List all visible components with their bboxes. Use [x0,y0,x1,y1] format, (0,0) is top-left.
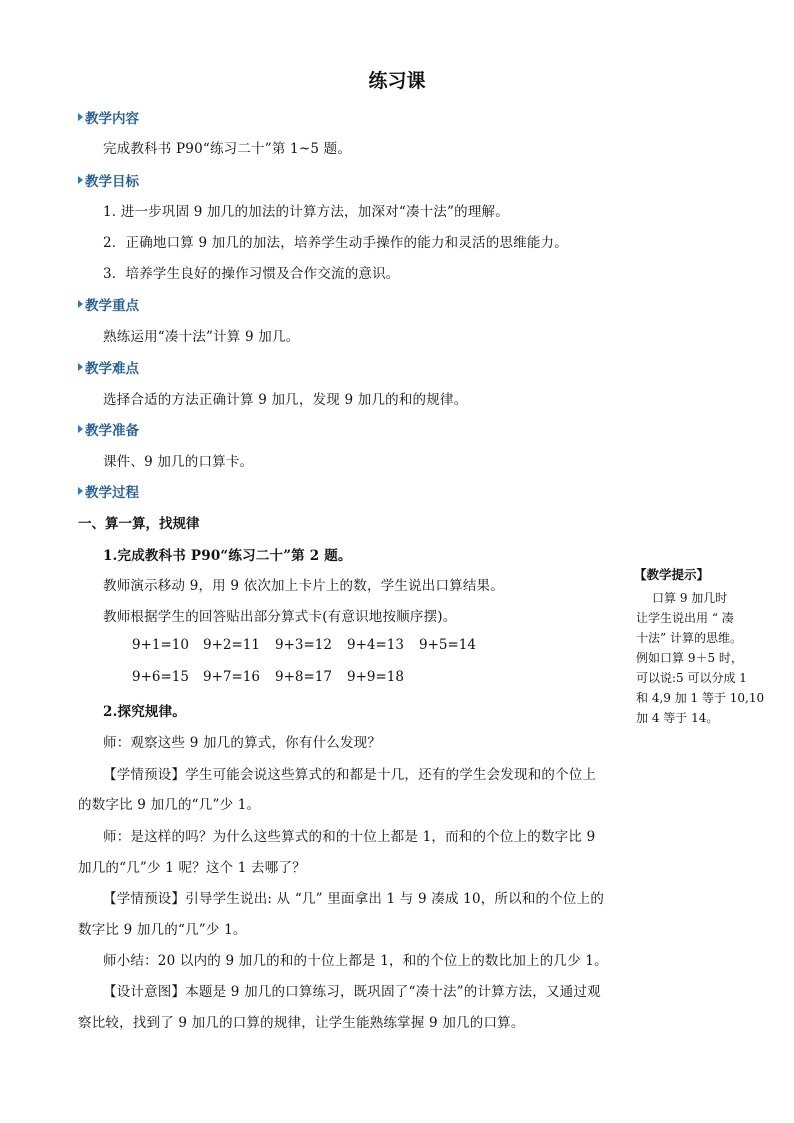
sidebar-line: 口算 9 加几时 [652,591,728,605]
equation: 9+6=15 [132,669,189,685]
page-title: 练习课 [368,70,426,92]
body-line: 数字比 9 加几的“几”少 1。 [78,922,247,938]
section-heading-prep: 教学准备 [78,419,139,439]
goal-item: 2．正确地口算 9 加几的加法，培养学生动手操作的能力和灵活的思维能力。 [103,235,568,251]
equation: 9+4=13 [347,637,404,653]
equation: 9+9=18 [347,669,404,685]
section-heading-key: 教学重点 [78,294,139,314]
difficulty-text: 选择合适的方法正确计算 9 加几，发现 9 加几的和的规律。 [103,392,468,408]
triangle-bullet-icon [78,300,83,308]
body-line: 【学情预设】引导学生说出: 从 “几” 里面拿出 1 与 9 凑成 10，所以和的个位上的 [103,891,605,907]
content-text: 完成教科书 P90“练习二十”第 1~5 题。 [103,141,352,157]
body-line: 师小结：20 以内的 9 加几的和的十位上都是 1，和的个位上的数比加上的几少 1。 [103,953,608,969]
section-heading-goals: 教学目标 [78,170,139,190]
body-line: 加几的“几”少 1 呢？这个 1 去哪了？ [78,860,306,876]
body-line: 教师演示移动 9，用 9 依次加上卡片上的数，学生说出口算结果。 [103,578,504,594]
step-heading: 2.探究规律。 [103,704,186,720]
triangle-bullet-icon [78,425,83,433]
triangle-bullet-icon [78,363,83,371]
equation: 9+7=16 [203,669,260,685]
equation: 9+5=14 [419,637,476,653]
sidebar-line: 十法” 计算的思维。 [636,631,742,645]
equation: 9+1=10 [132,637,189,653]
section-heading-content: 教学内容 [78,107,139,127]
equation: 9+8=17 [275,669,332,685]
body-line: 师：观察这些 9 加几的算式，你有什么发现？ [103,735,382,751]
triangle-bullet-icon [78,487,83,495]
body-line: 察比较，找到了 9 加几的口算的规律，让学生能熟练掌握 9 加几的口算。 [78,1015,525,1031]
body-line: 【学情预设】学生可能会说这些算式的和都是十几，还有的学生会发现和的个位上 [103,767,597,783]
sidebar-line: 可以说:5 可以分成 1 [636,671,747,685]
sidebar-line: 例如口算 9＋5 时， [636,651,743,665]
body-line: 【设计意图】本题是 9 加几的口算练习，既巩固了“凑十法”的计算方法，又通过观 [103,984,601,1000]
body-line: 的数字比 9 加几的“几”少 1。 [78,797,261,813]
prep-text: 课件、9 加几的口算卡。 [103,454,254,470]
sidebar-title: 【教学提示】 [634,567,710,582]
triangle-bullet-icon [78,176,83,184]
step-heading: 1.完成教科书 P90“练习二十”第 2 题。 [103,548,352,564]
triangle-bullet-icon [78,113,83,121]
equation: 9+3=12 [275,637,332,653]
goal-item: 3．培养学生良好的操作习惯及合作交流的意识。 [103,266,400,282]
section-heading-difficulty: 教学难点 [78,357,139,377]
equation: 9+2=11 [203,637,260,653]
part-heading: 一、算一算，找规律 [78,516,200,532]
body-line: 师：是这样的吗？为什么这些算式的和的十位上都是 1，而和的个位上的数字比 9 [103,829,596,845]
sidebar-line: 加 4 等于 14。 [636,711,719,725]
goal-item: 1. 进一步巩固 9 加几的加法的计算方法，加深对“凑十法”的理解。 [103,204,509,220]
key-text: 熟练运用“凑十法”计算 9 加几。 [103,329,300,345]
body-line: 教师根据学生的回答贴出部分算式卡(有意识地按顺序摆)。 [103,609,457,625]
section-heading-process: 教学过程 [78,481,139,501]
sidebar-line: 让学生说出用 “ 凑 [636,611,734,625]
sidebar-line: 和 4,9 加 1 等于 10,10 [636,691,765,705]
